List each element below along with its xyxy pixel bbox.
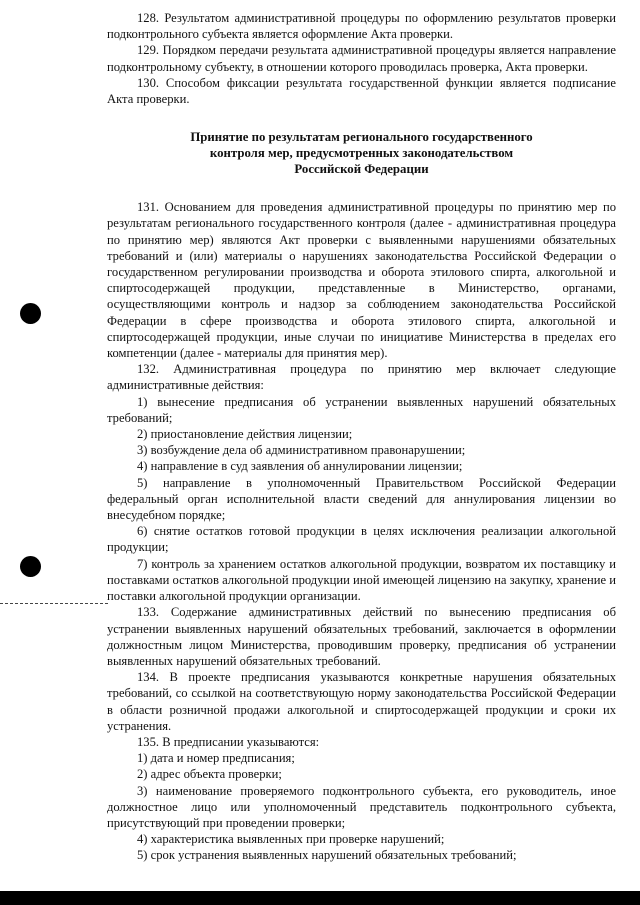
list-item: 5) срок устранения выявленных нарушений обязательных требований; [137, 848, 517, 863]
paragraph-130: 130. Способом фиксации результата государственной функции является подписание Акта проверки. [107, 75, 616, 107]
paragraph-133: 133. Содержание административных действий по вынесению предписания об устранении выявленных нарушений обязательных требований, заключается в оформлении должностным лицом Министерства, проводившим проверку, предписания об устранении выявленных нарушений обязательных требований. [107, 605, 616, 668]
list-item: 6) снятие остатков готовой продукции в целях исключения реализации алкогольной продукции; [107, 524, 616, 555]
paragraph-131: 131. Основанием для проведения административной процедуры по принятию мер по результатам регионального государственного контроля (далее - административная процедура по принятию мер) являются Акт проверки с выявленными нарушениями обязательных требований и (или) материалы о нарушениях законодательства Российской Федерации о государственном регулировании производства и оборота этилового спирта, алкогольной и спиртосодержащей продукции, представленные в Министерство, органами, осуществляющими контроль и надзор за соблюдением законодательства Российской Федерации в сфере производства и оборота этилового спирта, алкогольной и спиртосодержащей продукции, иные случаи по инициативе Министерства в пределах его компетенции (далее - материалы для принятия мер). [107, 200, 616, 361]
heading-line: контроля мер, предусмотренных законодательством [209, 146, 514, 161]
scan-artifact-line [0, 603, 108, 604]
list-item: 3) возбуждение дела об административном правонарушении; [137, 443, 466, 458]
list-item: 3) наименование проверяемого подконтрольного субъекта, его руководитель, иное должностное лицо или уполномоченный представитель подконтрольного субъекта, присутствующий при проведении проверки; [107, 783, 616, 830]
paragraph-129: 129. Порядком передачи результата административной процедуры является направление подконтрольному субъекту, в отношении которого проводилась проверка, Акта проверки. [107, 43, 616, 74]
list-item: 7) контроль за хранением остатков алкогольной продукции, возвратом их поставщику и поставками остатков алкогольной продукции иной имеющей лицензию на закупку, хранение и поставки алкогольной продукции организации. [107, 556, 616, 604]
list-item: 5) направление в уполномоченный Правительством Российской Федерации федеральный орган исполнительной власти сведений для аннулирования лицензии во внесудебном порядке; [107, 475, 616, 523]
list-item: 1) дата и номер предписания; [137, 751, 295, 766]
list-item: 2) приостановление действия лицензии; [137, 427, 353, 442]
binder-hole-mark [20, 556, 41, 577]
heading-line: Принятие по результатам регионального государственного [190, 130, 533, 145]
heading-line: Российской Федерации [294, 162, 429, 177]
paragraph-135: 135. В предписании указываются: [137, 734, 320, 749]
list-item: 4) направление в суд заявления об аннулировании лицензии; [137, 459, 463, 474]
binder-hole-mark [20, 303, 41, 324]
paragraph-128: 128. Результатом административной процедуры по оформлению результатов проверки подконтрольного субъекта является оформление Акта проверки. [107, 11, 616, 42]
paragraph-132: 132. Административная процедура по принятию мер включает следующие административные действия: [107, 362, 616, 393]
list-item: 2) адрес объекта проверки; [137, 767, 282, 782]
list-item: 1) вынесение предписания об устранении выявленных нарушений обязательных требований; [107, 394, 616, 425]
list-item: 4) характеристика выявленных при проверке нарушений; [137, 832, 445, 847]
section-heading [107, 129, 616, 177]
scan-bottom-edge [0, 891, 640, 905]
paragraph-134: 134. В проекте предписания указываются конкретные нарушения обязательных требований, со ссылкой на соответствующую норму законодательства Российской Федерации в области розничной продажи алкогольной и спиртосодержащей продукции и сроки их устранения. [107, 670, 616, 733]
document-page [107, 10, 616, 864]
